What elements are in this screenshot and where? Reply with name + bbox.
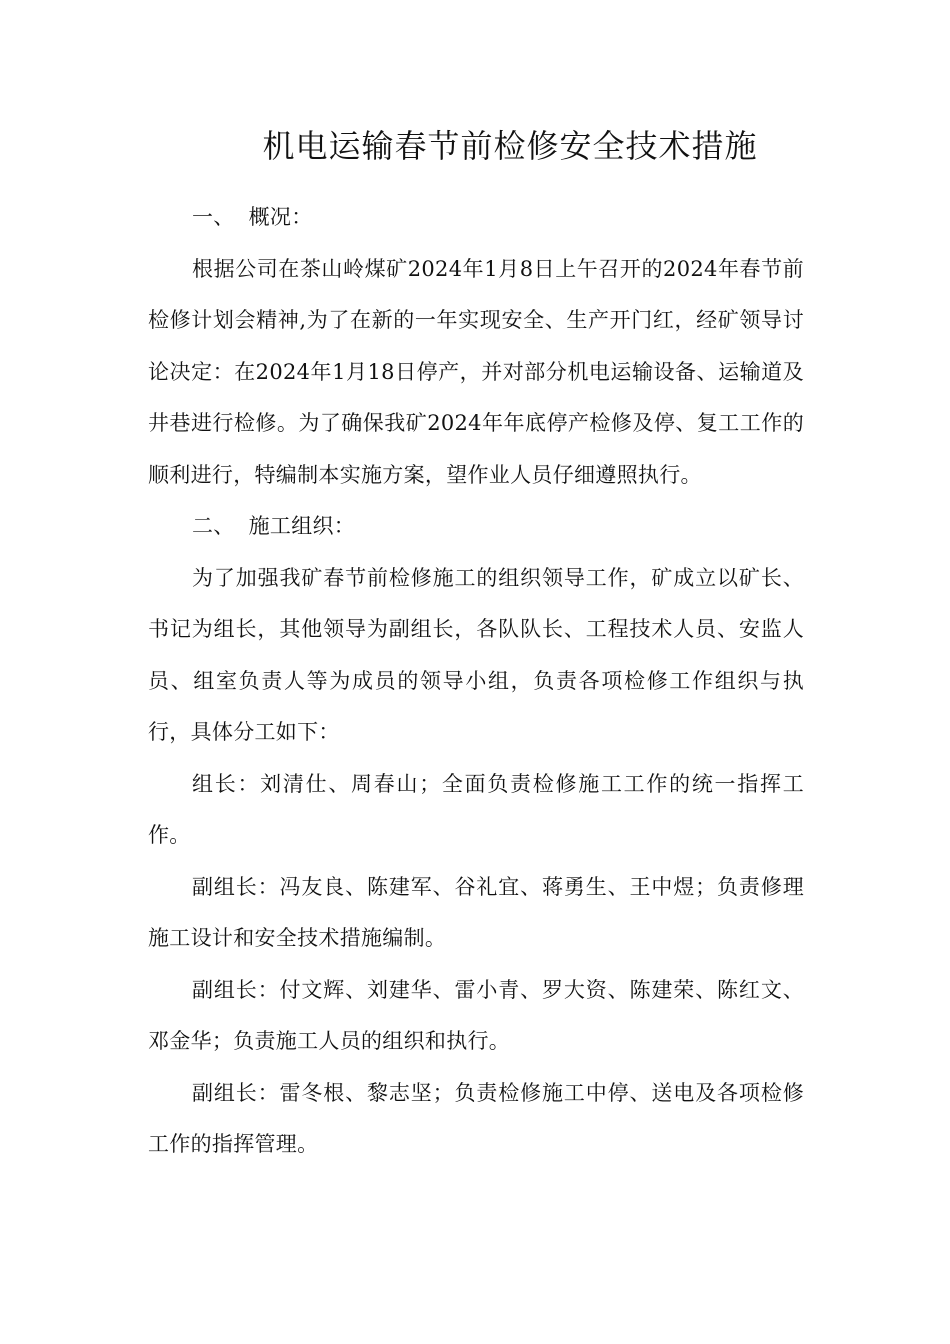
- section-heading-text: 施工组织：: [248, 514, 356, 538]
- section-heading-text: 概况：: [248, 205, 313, 229]
- paragraph: 为了加强我矿春节前检修施工的组织领导工作，矿成立以矿长、书记为组长，其他领导为副组长，各队队长、工程技术人员、安监人员、组室负责人等为成员的领导小组，负责各项检修工作组织与执行，具体分工如下：: [148, 565, 804, 744]
- section-number: 二、: [192, 514, 235, 538]
- document-body: [148, 192, 804, 1171]
- paragraph: 根据公司在茶山岭煤矿2024年1月8日上午召开的2024年春节前检修计划会精神,为了在新的一年实现安全、生产开门红，经矿领导讨论决定：在2024年1月18日停产，并对部分机电运输设备、运输道及井巷进行检修。为了确保我矿2024年年底停产检修及停、复工工作的顺利进行，特编制本实施方案，望作业人员仔细遵照执行。: [148, 256, 804, 487]
- document-title: 机电运输春节前检修安全技术措施: [262, 127, 758, 165]
- section-heading-organization: [148, 501, 804, 553]
- paragraph-deputy-leader: 副组长：冯友良、陈建军、谷礼宜、蒋勇生、王中煜；负责修理施工设计和安全技术措施编制。: [148, 874, 804, 950]
- paragraph-team-leader: 组长：刘清仕、周春山；全面负责检修施工工作的统一指挥工作。: [148, 771, 804, 847]
- paragraph-deputy-leader: 副组长：雷冬根、黎志坚；负责检修施工中停、送电及各项检修工作的指挥管理。: [148, 1080, 804, 1156]
- paragraph-deputy-leader: 副组长：付文辉、刘建华、雷小青、罗大资、陈建荣、陈红文、邓金华；负责施工人员的组织和执行。: [148, 977, 804, 1053]
- section-heading-overview: [148, 192, 804, 244]
- section-number: 一、: [192, 205, 235, 229]
